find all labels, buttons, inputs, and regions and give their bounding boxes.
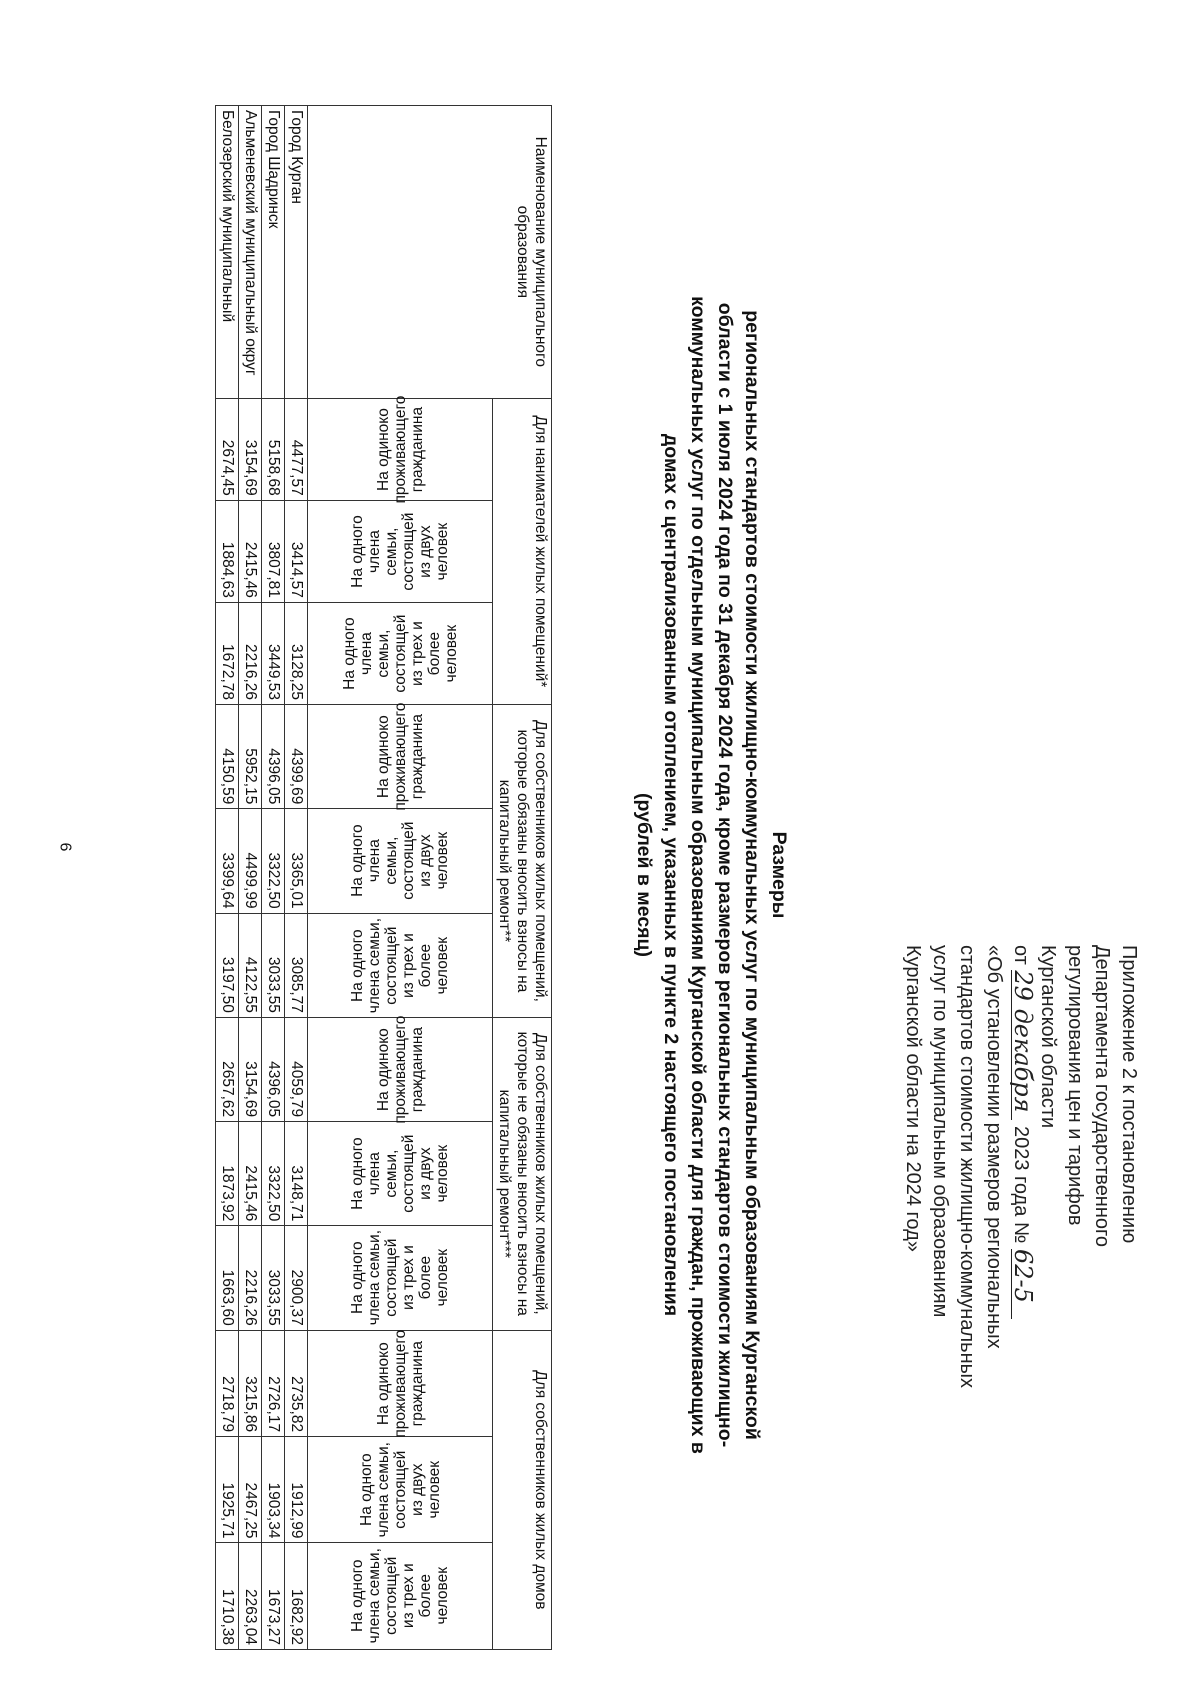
table-cell: 3215,86 [239,1330,262,1436]
title-line: региональных стандартов стоимости жилищно-коммунальных услуг по муниципальным образованиям Курганской [741,310,763,1440]
annex-line: Департамента государственного [1091,945,1113,1248]
table-cell: 1903,34 [262,1437,285,1543]
table-cell: 3033,55 [262,913,285,1017]
table-cell: 2900,37 [285,1226,308,1330]
table-cell: 5952,15 [239,705,262,809]
table-cell: 1663,60 [216,1226,239,1330]
table-row [285,106,308,1650]
group-header: Для нанимателей жилых помещений* [493,398,552,704]
group-header: Для собственников жилых домов [493,1330,552,1649]
table-cell: 4499,99 [239,809,262,913]
table-cell: 4399,69 [285,705,308,809]
column-header-name: Наименование муниципального образования [308,106,552,399]
table-cell: 3128,25 [285,602,308,704]
table-cell: 1884,63 [216,500,239,602]
subheader: На одного члена семьи, состоящей из двух человек [308,1437,493,1543]
table-cell: 3154,69 [239,398,262,500]
annex-line: Приложение 2 к постановлению [1118,945,1140,1244]
table-cell: 1925,71 [216,1437,239,1543]
subheader: На одного члена семьи, состоящей из трех и более человек [308,913,493,1017]
date-prefix: от [1010,945,1032,965]
table-cell: 1912,99 [285,1437,308,1543]
annex-line: «Об установлении размеров региональных [983,945,1005,1349]
subheader: На одиноко проживающего гражданина [308,1330,493,1436]
standards-table [215,105,552,1650]
table-cell: 3399,64 [216,809,239,913]
annex-line: регулирования цен и тарифов [1064,945,1086,1226]
handwritten-date: 29 декабря [1011,970,1034,1120]
title-line: области с 1 июля 2024 года по 31 декабря 2024 года, кроме размеров региональных стандартов стоимости жилищно- [714,302,736,1448]
table-cell: 2467,25 [239,1437,262,1543]
table-cell: 2657,62 [216,1017,239,1121]
group-header: Для собственников жилых помещений, которые обязаны вносить взносы на капитальный ремонт** [493,705,552,1018]
rotated-page-content [52,105,1142,1645]
table-cell: 2718,79 [216,1330,239,1436]
subheader: На одного члена семьи, состоящей из двух человек [308,500,493,602]
table-cell: 2726,17 [262,1330,285,1436]
table-cell: 1873,92 [216,1122,239,1226]
table-cell: 3033,55 [262,1226,285,1330]
table-cell: 2674,45 [216,398,239,500]
table-cell: 2415,46 [239,500,262,602]
row-name: Белозерский муниципальный [216,106,239,399]
table-cell: 1682,92 [285,1543,308,1650]
table-cell: 1673,27 [262,1543,285,1650]
table-cell: 4477,57 [285,398,308,500]
table-cell: 3085,77 [285,913,308,1017]
annex-line: услуг по муниципальным образованиям [929,945,951,1318]
document-title [630,105,792,1645]
table-row [216,106,239,1650]
subheader: На одного члена семьи, состоящей из двух человек [308,1122,493,1226]
title-heading: Размеры [768,831,790,919]
annex-header [899,945,1142,1505]
row-name: Альменевский муниципальный округ [239,106,262,399]
table-cell: 3449,53 [262,602,285,704]
table-cell: 3154,69 [239,1017,262,1121]
table-cell: 1710,38 [216,1543,239,1650]
page-number: 6 [56,842,74,852]
table-cell: 4150,59 [216,705,239,809]
table-cell: 2735,82 [285,1330,308,1436]
title-unit: (рублей в месяц) [633,792,655,958]
table-cell: 2415,46 [239,1122,262,1226]
table-cell: 2263,04 [239,1543,262,1650]
subheader: На одиноко проживающего гражданина [308,705,493,809]
title-line: коммунальных услуг по отдельным муниципальным образованиям Курганской области для граждан, проживающих в [687,296,709,1454]
table-cell: 4059,79 [285,1017,308,1121]
table-cell: 3322,50 [262,1122,285,1226]
table-cell: 4396,05 [262,1017,285,1121]
annex-date-line [1007,945,1037,1505]
title-line: домах с централизованным отоплением, указанных в пункте 2 настоящего постановления [660,433,682,1317]
subheader: На одного члена семьи, состоящей из трех и более человек [308,1226,493,1330]
subheader: На одного члена семьи, состоящей из трех и более человек [308,1543,493,1650]
row-name: Город Курган [285,106,308,399]
group-header: Для собственников жилых помещений, которые не обязаны вносить взносы на капитальный ремонт*** [493,1017,552,1330]
table-cell: 3197,50 [216,913,239,1017]
table-cell: 3807,81 [262,500,285,602]
handwritten-number: 62-5 [1011,1249,1034,1319]
header-row-groups [493,106,552,1650]
row-name: Город Шадринск [262,106,285,399]
table-cell: 4122,55 [239,913,262,1017]
table-cell: 3414,57 [285,500,308,602]
subheader: На одиноко проживающего гражданина [308,1017,493,1121]
table-cell: 3322,50 [262,809,285,913]
annex-line: Курганской области на 2024 год» [902,945,924,1252]
year-text: 2023 года № [1010,1125,1032,1244]
table-cell: 4396,05 [262,705,285,809]
subheader: На одиноко проживающего гражданина [308,398,493,500]
subheader: На одного члена семьи, состоящей из двух человек [308,809,493,913]
table-cell: 5158,68 [262,398,285,500]
table-cell: 1672,78 [216,602,239,704]
table-cell: 2216,26 [239,602,262,704]
table-cell: 2216,26 [239,1226,262,1330]
table-cell: 3148,71 [285,1122,308,1226]
annex-line: Курганской области [1037,945,1059,1129]
annex-line: стандартов стоимости жилищно-коммунальных [956,945,978,1388]
table-row [262,106,285,1650]
table-cell: 3365,01 [285,809,308,913]
subheader: На одного члена семьи, состоящей из трех и более человек [308,602,493,704]
table-row [239,106,262,1650]
